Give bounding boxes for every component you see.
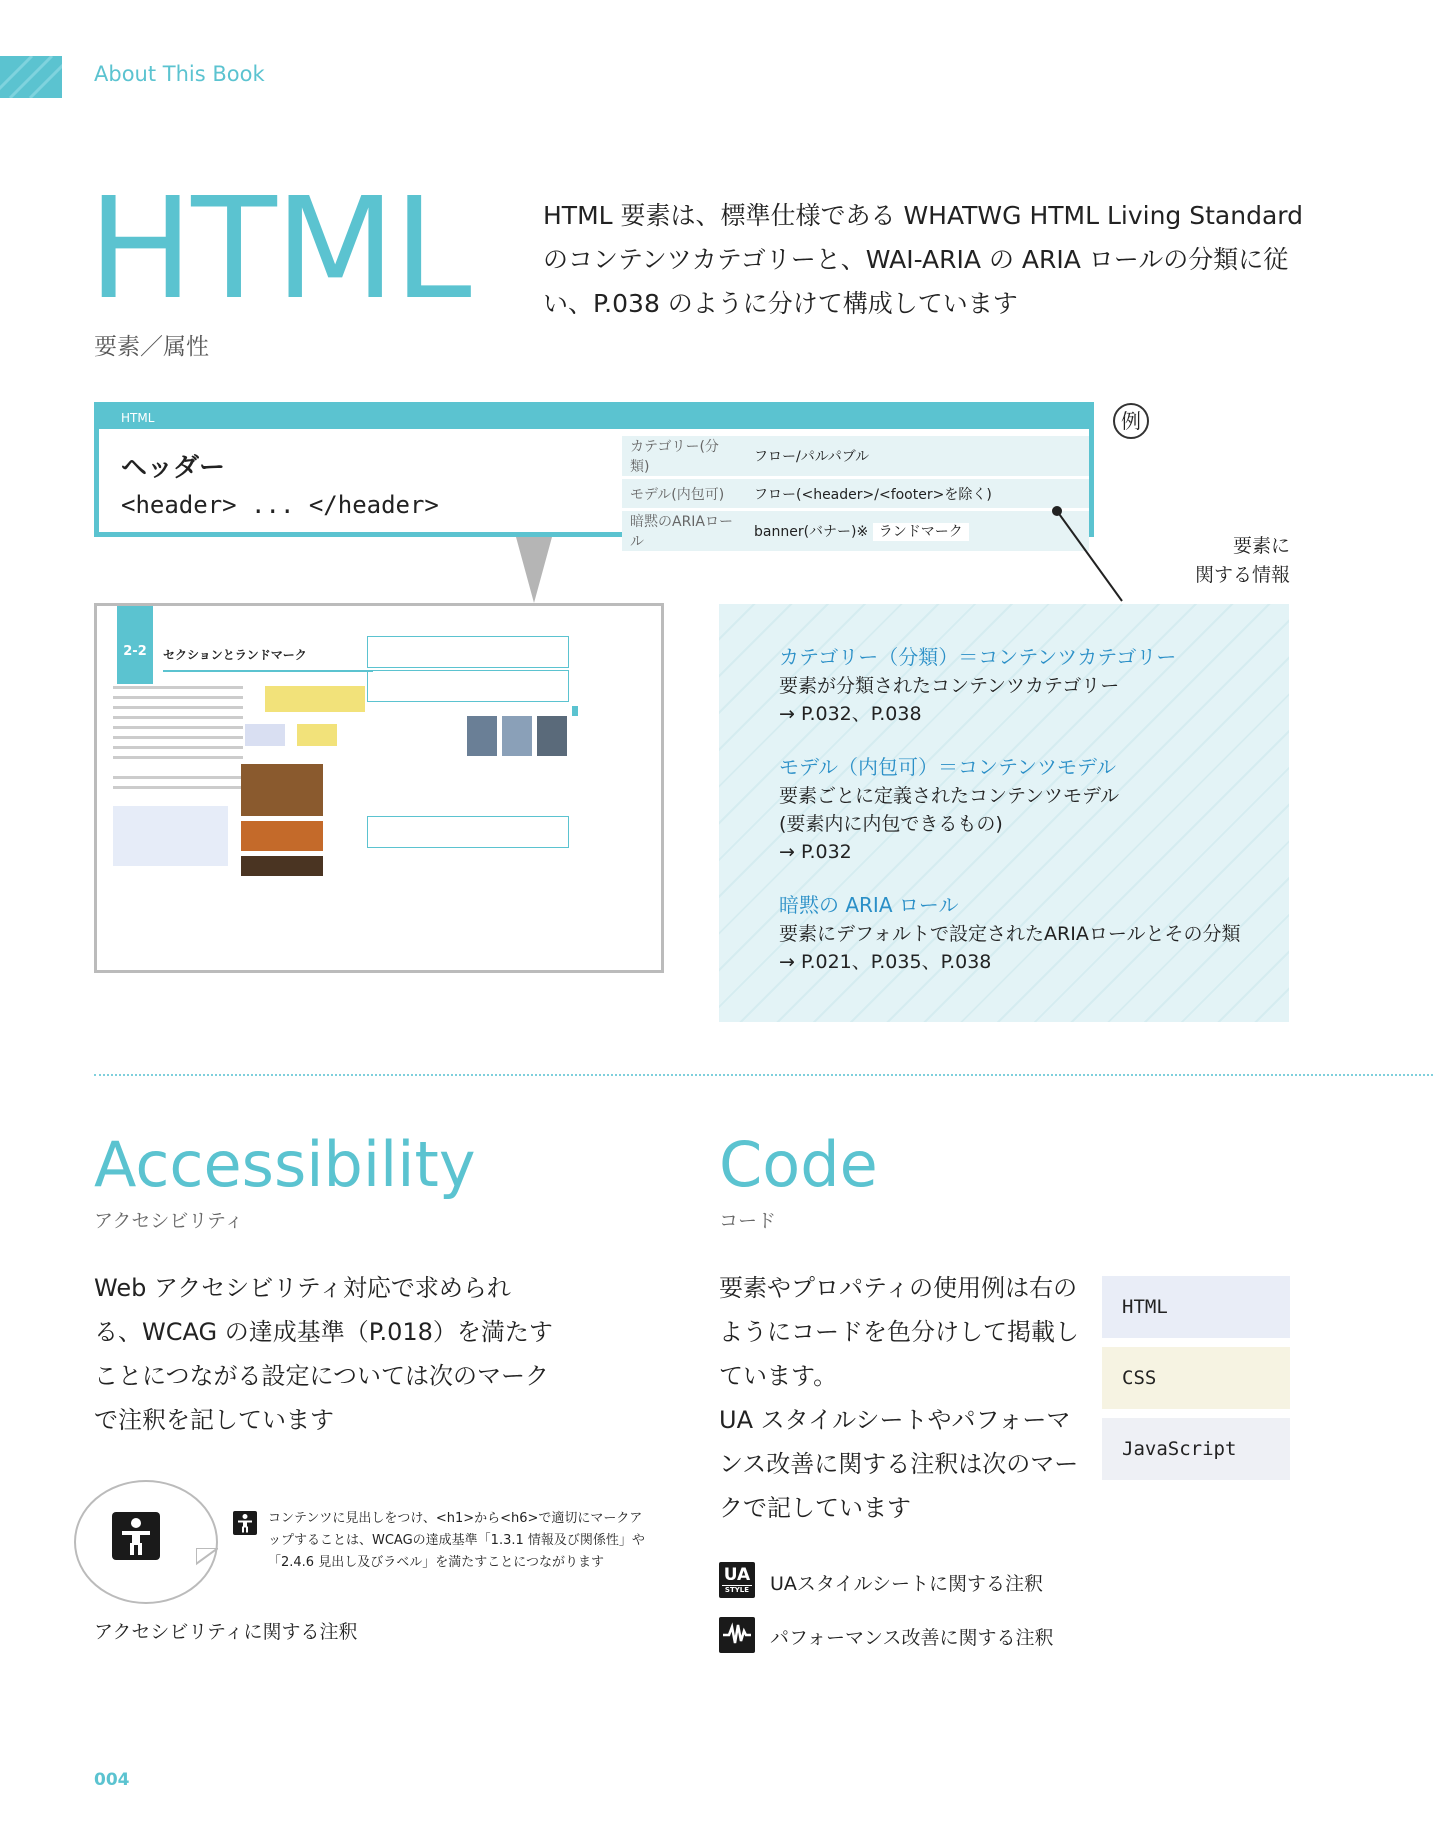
code-chip-html: HTML	[1102, 1276, 1290, 1338]
preview-image	[241, 764, 323, 816]
preview-text-line	[113, 776, 243, 779]
note-body: 要素ごとに定義されたコンテンツモデル (要素内に内包できるもの) → P.032	[779, 785, 1120, 863]
html-title: HTML	[88, 168, 470, 331]
code-subtitle: コード	[719, 1210, 777, 1232]
card-tab: HTML	[99, 407, 1089, 429]
html-intro: HTML 要素は、標準仕様である WHATWG HTML Living Standard のコンテンツカテゴリーと、WAI-ARIA の ARIA ロールの分類に従い、P.038 のように分けて構成しています	[543, 201, 1303, 318]
note-body: 要素にデフォルトで設定されたARIAロールとその分類 → P.021、P.035、P.038	[779, 923, 1241, 973]
preview-code-block	[113, 806, 228, 866]
html-subtitle: 要素／属性	[94, 334, 209, 360]
preview-image	[467, 716, 497, 756]
preview-text-line	[113, 716, 243, 719]
preview-card	[367, 670, 569, 702]
preview-title: セクションとランドマーク	[163, 648, 307, 662]
notes-panel	[719, 604, 1289, 1022]
preview-text-line	[113, 736, 243, 739]
code-chip-css: CSS	[1102, 1347, 1290, 1409]
preview-diagram	[297, 724, 337, 746]
preview-text-line	[113, 746, 243, 749]
preview-badge-text: 2-2	[123, 644, 147, 659]
accessibility-caption: アクセシビリティに関する注釈	[94, 1621, 358, 1643]
card-connector-arrow	[516, 537, 552, 603]
preview-text-line	[113, 706, 243, 709]
card-element-name: ヘッダー	[121, 453, 226, 483]
accessibility-icon	[233, 1511, 257, 1535]
page-number: 004	[94, 1770, 130, 1790]
preview-text-line	[113, 686, 243, 689]
row-key: 暗黙のARIAロール	[622, 511, 746, 551]
table-row	[622, 479, 1089, 508]
callout-tail	[196, 1548, 218, 1566]
section-divider	[94, 1074, 1433, 1076]
preview-image	[502, 716, 532, 756]
preview-text-line	[113, 696, 243, 699]
accessibility-body: Web アクセシビリティ対応で求められる、WCAG の達成基準（P.018）を満たすことにつながる設定については次のマークで注釈を記しています	[94, 1274, 553, 1434]
table-row	[622, 436, 1089, 476]
row-key: カテゴリー(分類)	[622, 436, 746, 476]
row-value: フロー(<header>/<footer>を除く)	[746, 479, 1089, 508]
note-heading: 暗黙の ARIA ロール	[779, 893, 959, 917]
accessibility-icon	[112, 1512, 160, 1560]
preview-text-line	[113, 786, 243, 789]
performance-icon	[719, 1617, 755, 1653]
row-key: モデル(内包可)	[622, 479, 746, 508]
preview-rule	[163, 670, 373, 672]
accessibility-sample-note: コンテンツに見出しをつけ、<h1>から<h6>で適切にマークアップすることは、WCAGの達成基準「1.3.1 情報及び関係性」や「2.4.6 見出し及びラベル」を満たすことにつながります	[268, 1511, 645, 1570]
preview-text-line	[113, 726, 243, 729]
info-label: 要素に 関する情報	[1194, 535, 1290, 586]
landmark-tag: ランドマーク	[873, 523, 969, 541]
page-preview	[94, 603, 664, 973]
preview-tab-marker	[572, 706, 578, 716]
preview-diagram	[245, 724, 285, 746]
ua-style-label: UAスタイルシートに関する注釈	[770, 1573, 1044, 1595]
corner-stripe	[0, 56, 62, 98]
note-heading: モデル（内包可）＝コンテンツモデル	[779, 755, 1116, 779]
preview-text-line	[113, 756, 243, 759]
performance-label: パフォーマンス改善に関する注釈	[770, 1627, 1054, 1649]
row-value: banner(バナー)※ ランドマーク	[746, 511, 1089, 551]
note-body: 要素が分類されたコンテンツカテゴリー → P.032、P.038	[779, 675, 1120, 725]
accessibility-subtitle: アクセシビリティ	[94, 1210, 244, 1232]
section-label: About This Book	[94, 62, 265, 86]
preview-image	[241, 821, 323, 851]
card-element-code: <header> ... </header>	[121, 491, 439, 519]
accessibility-title: Accessibility	[94, 1128, 476, 1201]
card-info-table	[622, 433, 1089, 554]
element-card	[94, 402, 1094, 550]
info-pointer-line	[1050, 505, 1130, 605]
preview-diagram	[265, 686, 365, 712]
example-mark: 例	[1113, 403, 1149, 439]
note-heading: カテゴリー（分類）＝コンテンツカテゴリー	[779, 645, 1177, 669]
preview-card	[367, 816, 569, 848]
preview-card	[367, 636, 569, 668]
row-value: フロー/パルパブル	[746, 436, 1089, 476]
preview-image	[241, 856, 323, 876]
code-chip-javascript: JavaScript	[1102, 1418, 1290, 1480]
code-title: Code	[719, 1128, 878, 1201]
code-body: 要素やプロパティの使用例は右のようにコードを色分けして掲載しています。 UA スタイルシートやパフォーマンス改善に関する注釈は次のマークで記しています	[719, 1274, 1079, 1522]
table-row	[622, 511, 1089, 551]
ua-style-icon: UA STYLE	[719, 1562, 755, 1598]
preview-image	[537, 716, 567, 756]
